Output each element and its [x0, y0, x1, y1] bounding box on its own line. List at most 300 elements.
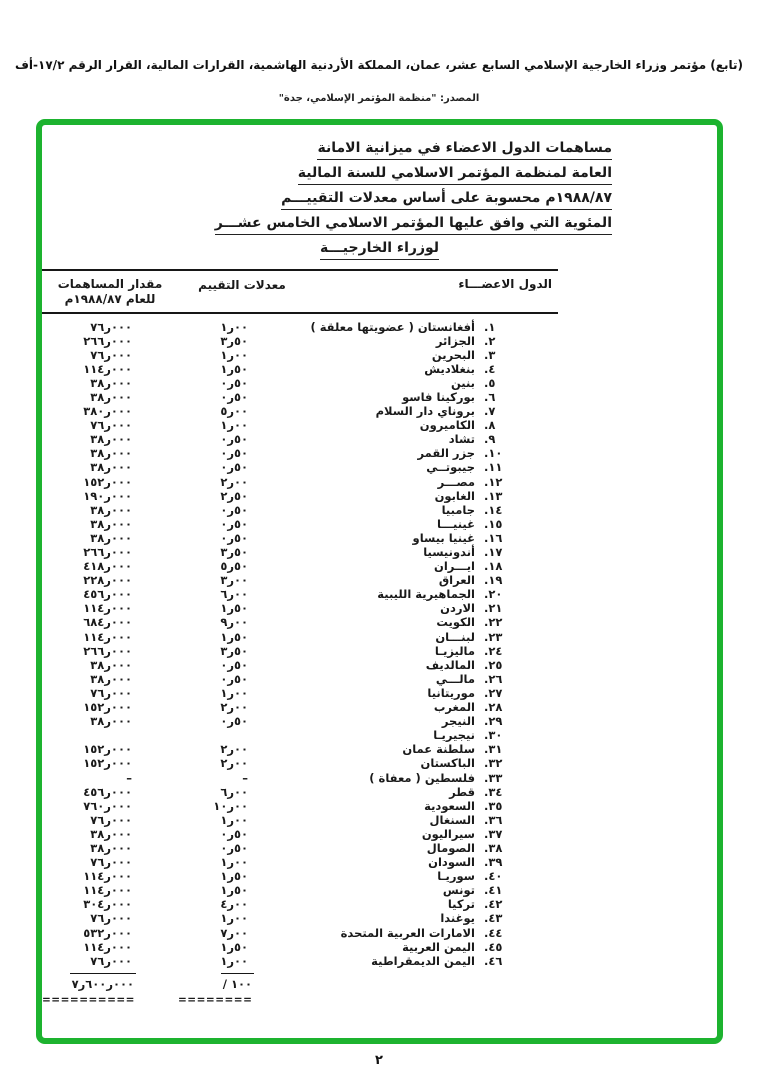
assessment-rate-cell: ٠ر٥٠ — [220, 460, 248, 475]
table-row — [42, 911, 558, 925]
country-cell — [306, 503, 558, 517]
assessment-rate-cell: ٠ر٥٠ — [220, 671, 248, 686]
assessment-rate-cell: ١ر٠٠ — [220, 911, 248, 926]
contribution-amount-cell: ٣٨ر٠٠٠ — [90, 446, 132, 461]
country-cell — [306, 841, 558, 855]
contribution-amount-cell: ٧٦ر٠٠٠ — [90, 418, 132, 433]
country-cell — [306, 785, 558, 799]
column-header-member-states: الدول الاعضـــاء — [458, 276, 552, 291]
row-number: ٤٢. — [484, 897, 503, 912]
assessment-rate-cell: ٤ر٠٠ — [220, 897, 248, 912]
country-cell — [306, 883, 558, 897]
assessment-rate-cell: ٦ر٠٠ — [220, 784, 248, 799]
assessment-rate-cell: ٠ر٥٠ — [220, 714, 248, 729]
contribution-amount-cell: ٣٨ر٠٠٠ — [90, 671, 132, 686]
table-row — [42, 742, 558, 756]
title-line — [42, 239, 717, 260]
contribution-amount-cell: ١١٤ر٠٠٠ — [83, 869, 132, 884]
assessment-rate-cell: ٠ر٥٠ — [220, 502, 248, 517]
contribution-amount-cell: ٣٨ر٠٠٠ — [90, 826, 132, 841]
country-name: العراق — [438, 573, 475, 588]
country-name: مالـــي — [435, 671, 475, 686]
assessment-rate-cell: ٠ر٥٠ — [220, 446, 248, 461]
assessment-rate-cell: ١ر٥٠ — [220, 939, 248, 954]
country-name: تشاد — [448, 432, 475, 447]
column-header-assessment-rates: معدلات التقييم — [198, 277, 286, 292]
row-number: ١٠. — [484, 446, 503, 461]
table-row — [42, 841, 558, 855]
country-cell — [306, 348, 558, 362]
contribution-amount-cell: ٧٦ر٠٠٠ — [90, 347, 132, 362]
column-header-contribution-amount — [42, 277, 178, 307]
table-row — [42, 334, 558, 348]
country-cell — [306, 911, 558, 925]
country-name: بوركينا فاسو — [402, 389, 475, 404]
row-number: ٣٤. — [484, 784, 503, 799]
row-number: ١٤. — [484, 502, 503, 517]
country-name: اليمن العربية — [402, 939, 475, 954]
country-name: الجزائر — [435, 333, 475, 348]
country-cell — [306, 771, 558, 785]
row-number: ١٥. — [484, 516, 503, 531]
totals-row — [42, 973, 558, 992]
assessment-rate-cell: ٩ر٠٠ — [220, 615, 248, 630]
contribution-amount-cell: ٧٦٠ر٠٠٠ — [83, 798, 132, 813]
contribution-amount-cell: ١٥٢ر٠٠٠ — [83, 474, 132, 489]
assessment-rate-cell: ٠ر٥٠ — [220, 840, 248, 855]
country-cell — [306, 940, 558, 954]
contribution-amount-cell: ٧٦ر٠٠٠ — [90, 685, 132, 700]
assessment-rate-cell: ١ر٥٠ — [220, 883, 248, 898]
country-name: الباكستان — [420, 756, 475, 771]
table-row — [42, 813, 558, 827]
assessment-rate-cell: ٥ر٥٠ — [220, 559, 248, 574]
country-name: جزر القمر — [417, 446, 475, 461]
contribution-amount-cell: ١١٤ر٠٠٠ — [83, 939, 132, 954]
contribution-amount-cell: ٧٦ر٠٠٠ — [90, 855, 132, 870]
table-row — [42, 771, 558, 785]
row-number: ٢١. — [484, 601, 503, 616]
equals-empty-cell — [306, 994, 558, 1006]
row-number: ٤٠. — [484, 869, 503, 884]
table-row — [42, 672, 558, 686]
row-number: ٣٢. — [484, 756, 503, 771]
row-number: ٣٠. — [484, 728, 503, 743]
total-amount-double-rule: ========== — [42, 993, 135, 1006]
title-line-text: مساهمات الدول الاعضاء في ميزانية الامانة — [317, 140, 612, 160]
contribution-amount-cell: ٢٦٦ر٠٠٠ — [83, 333, 132, 348]
page-number: ٢ — [375, 1053, 383, 1068]
assessment-rate-cell: ٠ر٥٠ — [220, 389, 248, 404]
contribution-amount-cell — [42, 728, 178, 742]
contribution-amount-cell: ٤١٨ر٠٠٠ — [83, 559, 132, 574]
assessment-rate-cell: ٠ر٥٠ — [220, 516, 248, 531]
contribution-amount-cell: ٧٦ر٠٠٠ — [90, 953, 132, 968]
table-header-row — [42, 271, 558, 312]
country-name: قطر — [449, 784, 475, 799]
country-name: المالديف — [425, 657, 475, 672]
country-name: سلطنة عمان — [402, 742, 475, 757]
country-cell — [306, 954, 558, 968]
assessment-rate-cell: ٢ر٠٠ — [220, 700, 248, 715]
country-cell — [306, 827, 558, 841]
row-number: ٥. — [484, 375, 496, 390]
row-number: ١٢. — [484, 474, 503, 489]
country-cell — [306, 517, 558, 531]
assessment-rate-cell: ٢ر٠٠ — [220, 474, 248, 489]
table-row — [42, 940, 558, 954]
document-frame — [36, 119, 723, 1044]
totals-amount-cell — [42, 973, 178, 992]
country-cell — [306, 475, 558, 489]
country-name: الجماهيرية الليبية — [377, 587, 475, 602]
contributions-table — [42, 269, 558, 1006]
table-row — [42, 320, 558, 334]
table-row — [42, 531, 558, 545]
country-name: بنغلاديش — [424, 361, 475, 376]
contribution-amount-cell: ١٥٢ر٠٠٠ — [83, 742, 132, 757]
country-cell — [306, 615, 558, 629]
contribution-amount-cell: – — [126, 770, 132, 785]
country-name: المغرب — [433, 700, 475, 715]
country-name: ايـــران — [434, 559, 475, 574]
title-line-text: ١٩٨٨/٨٧م محسوبة على أساس معدلات التقييـــم — [281, 190, 612, 210]
table-row — [42, 756, 558, 770]
table-row — [42, 475, 558, 489]
assessment-rate-cell: – — [242, 770, 248, 785]
country-name: البحرين — [431, 347, 475, 362]
table-row — [42, 418, 558, 432]
table-row — [42, 644, 558, 658]
assessment-rate-cell: ٢ر٠٠ — [220, 756, 248, 771]
contribution-amount-cell: ٧٦ر٠٠٠ — [90, 812, 132, 827]
title-line — [42, 164, 612, 185]
assessment-rate-cell: ٣ر٠٠ — [220, 573, 248, 588]
table-row — [42, 404, 558, 418]
assessment-rate-cell: ١ر٥٠ — [220, 629, 248, 644]
contribution-amount-cell: ١٥٢ر٠٠٠ — [83, 700, 132, 715]
country-cell — [306, 601, 558, 615]
table-row — [42, 517, 558, 531]
country-cell — [306, 390, 558, 404]
country-cell — [306, 630, 558, 644]
row-number: ٣٩. — [484, 855, 503, 870]
country-cell — [306, 686, 558, 700]
row-number: ٤١. — [484, 883, 503, 898]
totals-empty-cell — [306, 973, 558, 992]
country-cell — [306, 376, 558, 390]
country-cell — [306, 658, 558, 672]
assessment-rate-cell: ٢ر٠٠ — [220, 742, 248, 757]
country-cell — [306, 432, 558, 446]
country-name: سوريـا — [437, 869, 475, 884]
row-number: ٢٠. — [484, 587, 503, 602]
assessment-rate-cell: ١ر٠٠ — [220, 347, 248, 362]
row-number: ٢٧. — [484, 685, 503, 700]
table-row — [42, 376, 558, 390]
row-number: ٦. — [484, 389, 496, 404]
total-rate-value: / ١٠٠ — [221, 973, 254, 991]
table-row — [42, 855, 558, 869]
country-name: سيراليون — [421, 826, 475, 841]
row-number: ٢٥. — [484, 657, 503, 672]
row-number: ٣٥. — [484, 798, 503, 813]
table-row — [42, 489, 558, 503]
country-cell — [306, 897, 558, 911]
contribution-amount-cell: ٣٨ر٠٠٠ — [90, 460, 132, 475]
assessment-rate-cell: ١ر٥٠ — [220, 869, 248, 884]
row-number: ٢٩. — [484, 714, 503, 729]
table-row — [42, 926, 558, 940]
title-line — [42, 189, 612, 210]
row-number: ٤٦. — [484, 953, 503, 968]
table-row — [42, 658, 558, 672]
country-name: فلسطين ( معفاة ) — [369, 770, 475, 785]
column-header-amount-line1: مقدار المساهمات — [57, 276, 163, 291]
contribution-amount-cell: ١١٤ر٠٠٠ — [83, 601, 132, 616]
assessment-rate-cell: ٠ر٥٠ — [220, 432, 248, 447]
table-row — [42, 460, 558, 474]
country-cell — [306, 320, 558, 334]
country-name: جيبوتــي — [426, 460, 475, 475]
contribution-amount-cell: ٥٣٢ر٠٠٠ — [83, 925, 132, 940]
table-row — [42, 390, 558, 404]
table-row — [42, 601, 558, 615]
table-row — [42, 700, 558, 714]
country-name: الاردن — [440, 601, 475, 616]
title-line-text: العامة لمنظمة المؤتمر الاسلامي للسنة المالية — [298, 165, 612, 185]
row-number: ١. — [484, 319, 496, 334]
assessment-rate-cell: ١ر٠٠ — [220, 953, 248, 968]
country-cell — [306, 460, 558, 474]
country-cell — [306, 799, 558, 813]
table-row — [42, 432, 558, 446]
table-row — [42, 785, 558, 799]
contribution-amount-cell: ٣٨ر٠٠٠ — [90, 432, 132, 447]
country-cell — [306, 531, 558, 545]
document-citation: (تابع) مؤتمر وزراء الخارجية الإسلامي السابع عشر، عمان، المملكة الأردنية الهاشمية، القرارات المالية، القرار الرقم ١٧/٢-أف — [14, 58, 743, 72]
document-title-block — [42, 139, 717, 260]
contribution-amount-cell: ١٩٠ر٠٠٠ — [83, 488, 132, 503]
country-name: النيجر — [441, 714, 475, 729]
country-cell — [306, 926, 558, 940]
country-name: الغابون — [434, 488, 475, 503]
table-row — [42, 587, 558, 601]
contribution-amount-cell: ٣٨ر٠٠٠ — [90, 840, 132, 855]
country-name: الصومال — [426, 840, 475, 855]
row-number: ٤. — [484, 361, 496, 376]
title-line — [42, 139, 612, 160]
total-rate-double-rule: ======== — [178, 993, 253, 1006]
contribution-amount-cell: ٣٨ر٠٠٠ — [90, 530, 132, 545]
row-number: ٩. — [484, 432, 496, 447]
country-cell — [306, 334, 558, 348]
assessment-rate-cell: ٢ر٥٠ — [220, 488, 248, 503]
title-line-text: لوزراء الخارجيـــة — [320, 240, 439, 260]
country-name: مصـــر — [437, 474, 475, 489]
country-cell — [306, 756, 558, 770]
contribution-amount-cell: ٣٨٠ر٠٠٠ — [83, 404, 132, 419]
totals-underline-row — [42, 994, 558, 1006]
country-name: الامارات العربية المتحدة — [340, 925, 475, 940]
table-row — [42, 615, 558, 629]
contribution-amount-cell: ٢٦٦ر٠٠٠ — [83, 643, 132, 658]
country-name: السعودية — [424, 798, 475, 813]
totals-rate-cell — [178, 973, 306, 992]
row-number: ٣٦. — [484, 812, 503, 827]
country-name: ماليزيـا — [434, 643, 475, 658]
country-cell — [306, 559, 558, 573]
contribution-amount-cell: ٤٥٦ر٠٠٠ — [83, 587, 132, 602]
row-number: ١٧. — [484, 545, 503, 559]
row-number: ٣. — [484, 347, 496, 362]
contribution-amount-cell: ٣٨ر٠٠٠ — [90, 516, 132, 531]
country-name: تركيا — [447, 897, 475, 912]
country-cell — [306, 418, 558, 432]
contribution-amount-cell: ٣٨ر٠٠٠ — [90, 502, 132, 517]
contribution-amount-cell: ٣٨ر٠٠٠ — [90, 657, 132, 672]
contribution-amount-cell: ٢٢٨ر٠٠٠ — [83, 573, 132, 588]
contribution-amount-cell: ١١٤ر٠٠٠ — [83, 629, 132, 644]
assessment-rate-cell: ١ر٠٠ — [220, 855, 248, 870]
row-number: ٢٣. — [484, 629, 503, 644]
country-cell — [306, 644, 558, 658]
row-number: ٢٦. — [484, 671, 503, 686]
country-cell — [306, 813, 558, 827]
table-row — [42, 714, 558, 728]
assessment-rate-cell: ٠ر٥٠ — [220, 657, 248, 672]
assessment-rate-cell: ١٠ر٠٠ — [213, 798, 248, 813]
assessment-rate-cell — [178, 728, 306, 742]
row-number: ٢. — [484, 333, 496, 348]
country-cell — [306, 446, 558, 460]
row-number: ٨. — [484, 418, 496, 433]
country-cell — [306, 855, 558, 869]
country-name: موريتانيا — [427, 685, 475, 700]
assessment-rate-cell: ١ر٠٠ — [220, 685, 248, 700]
table-row — [42, 827, 558, 841]
contribution-amount-cell: ٧٦ر٠٠٠ — [90, 911, 132, 926]
country-name: لبنـــان — [435, 629, 475, 644]
country-name: الكويت — [436, 615, 475, 630]
contribution-amount-cell: ٦٨٤ر٠٠٠ — [83, 615, 132, 630]
table-row — [42, 954, 558, 968]
assessment-rate-cell: ٠ر٥٠ — [220, 530, 248, 545]
assessment-rate-cell: ٧ر٠٠ — [220, 925, 248, 940]
country-cell — [306, 742, 558, 756]
assessment-rate-cell: ٥ر٠٠ — [220, 404, 248, 419]
assessment-rate-cell: ٣ر٥٠ — [220, 333, 248, 348]
country-cell — [306, 489, 558, 503]
country-name: أفغانستان ( عضويتها معلقة ) — [310, 319, 475, 334]
row-number: ١٨. — [484, 559, 503, 574]
country-name: بنين — [450, 375, 475, 390]
country-name: اليمن الديمقراطية — [371, 953, 475, 968]
table-row — [42, 559, 558, 573]
country-name: تونس — [442, 883, 475, 898]
country-name: السودان — [428, 855, 475, 870]
country-cell — [306, 700, 558, 714]
contribution-amount-cell: ٣٠٤ر٠٠٠ — [83, 897, 132, 912]
contribution-amount-cell: ٤٥٦ر٠٠٠ — [83, 784, 132, 799]
country-name: السنغال — [429, 812, 475, 827]
country-name: غينيـــا — [436, 516, 475, 531]
contribution-amount-cell: ٣٨ر٠٠٠ — [90, 389, 132, 404]
table-row — [42, 545, 558, 559]
table-row — [42, 728, 558, 742]
table-body — [42, 314, 558, 968]
country-cell — [306, 404, 558, 418]
table-row — [42, 446, 558, 460]
country-name: أندونيسيا — [423, 545, 475, 559]
row-number: ٢٤. — [484, 643, 503, 658]
row-number: ٤٤. — [484, 925, 503, 940]
assessment-rate-cell: ٦ر٠٠ — [220, 587, 248, 602]
country-cell — [306, 587, 558, 601]
table-row — [42, 883, 558, 897]
row-number: ٧. — [484, 404, 496, 419]
assessment-rate-cell: ٣ر٥٠ — [220, 643, 248, 658]
country-cell — [306, 545, 558, 559]
country-cell — [306, 573, 558, 587]
contribution-amount-cell: ٣٨ر٠٠٠ — [90, 375, 132, 390]
title-line-text: المئوية التي وافق عليها المؤتمر الاسلامي الخامس عشـــر — [215, 215, 612, 235]
table-row — [42, 799, 558, 813]
country-name: غينيا بيساو — [412, 530, 475, 545]
contribution-amount-cell: ٢٦٦ر٠٠٠ — [83, 545, 132, 559]
assessment-rate-cell: ١ر٠٠ — [220, 812, 248, 827]
assessment-rate-cell: ٣ر٥٠ — [220, 545, 248, 559]
row-number: ٢٨. — [484, 700, 503, 715]
contribution-amount-cell: ٣٨ر٠٠٠ — [90, 714, 132, 729]
table-row — [42, 362, 558, 376]
source-line: المصدر: "منظمة المؤتمر الإسلامي، جدة" — [278, 93, 480, 104]
table-row — [42, 503, 558, 517]
country-name: بروناي دار السلام — [375, 404, 475, 419]
row-number: ٣٨. — [484, 840, 503, 855]
row-number: ٤٣. — [484, 911, 503, 926]
country-name: نيجيريـا — [433, 728, 475, 743]
row-number: ٤٥. — [484, 939, 503, 954]
contribution-amount-cell: ١١٤ر٠٠٠ — [83, 361, 132, 376]
assessment-rate-cell: ١ر٠٠ — [220, 319, 248, 334]
contribution-amount-cell: ١١٤ر٠٠٠ — [83, 883, 132, 898]
contribution-amount-cell: ٧٦ر٠٠٠ — [90, 319, 132, 334]
contribution-amount-cell: ١٥٢ر٠٠٠ — [83, 756, 132, 771]
total-amount-value: ٧ر٦٠٠ر٠٠٠ — [70, 973, 136, 991]
country-cell — [306, 714, 558, 728]
row-number: ٣١. — [484, 742, 503, 757]
assessment-rate-cell: ٠ر٥٠ — [220, 826, 248, 841]
table-row — [42, 869, 558, 883]
assessment-rate-cell: ١ر٥٠ — [220, 601, 248, 616]
row-number: ١٦. — [484, 530, 503, 545]
row-number: ١٩. — [484, 573, 503, 588]
table-row — [42, 686, 558, 700]
row-number: ٢٢. — [484, 615, 503, 630]
title-line — [42, 214, 612, 235]
country-cell — [306, 728, 558, 742]
table-row — [42, 348, 558, 362]
assessment-rate-cell: ١ر٠٠ — [220, 418, 248, 433]
country-cell — [306, 362, 558, 376]
country-cell — [306, 672, 558, 686]
table-row — [42, 897, 558, 911]
assessment-rate-cell: ١ر٥٠ — [220, 361, 248, 376]
row-number: ١١. — [484, 460, 503, 475]
row-number: ١٣. — [484, 488, 503, 503]
country-name: يوغندا — [440, 911, 475, 926]
